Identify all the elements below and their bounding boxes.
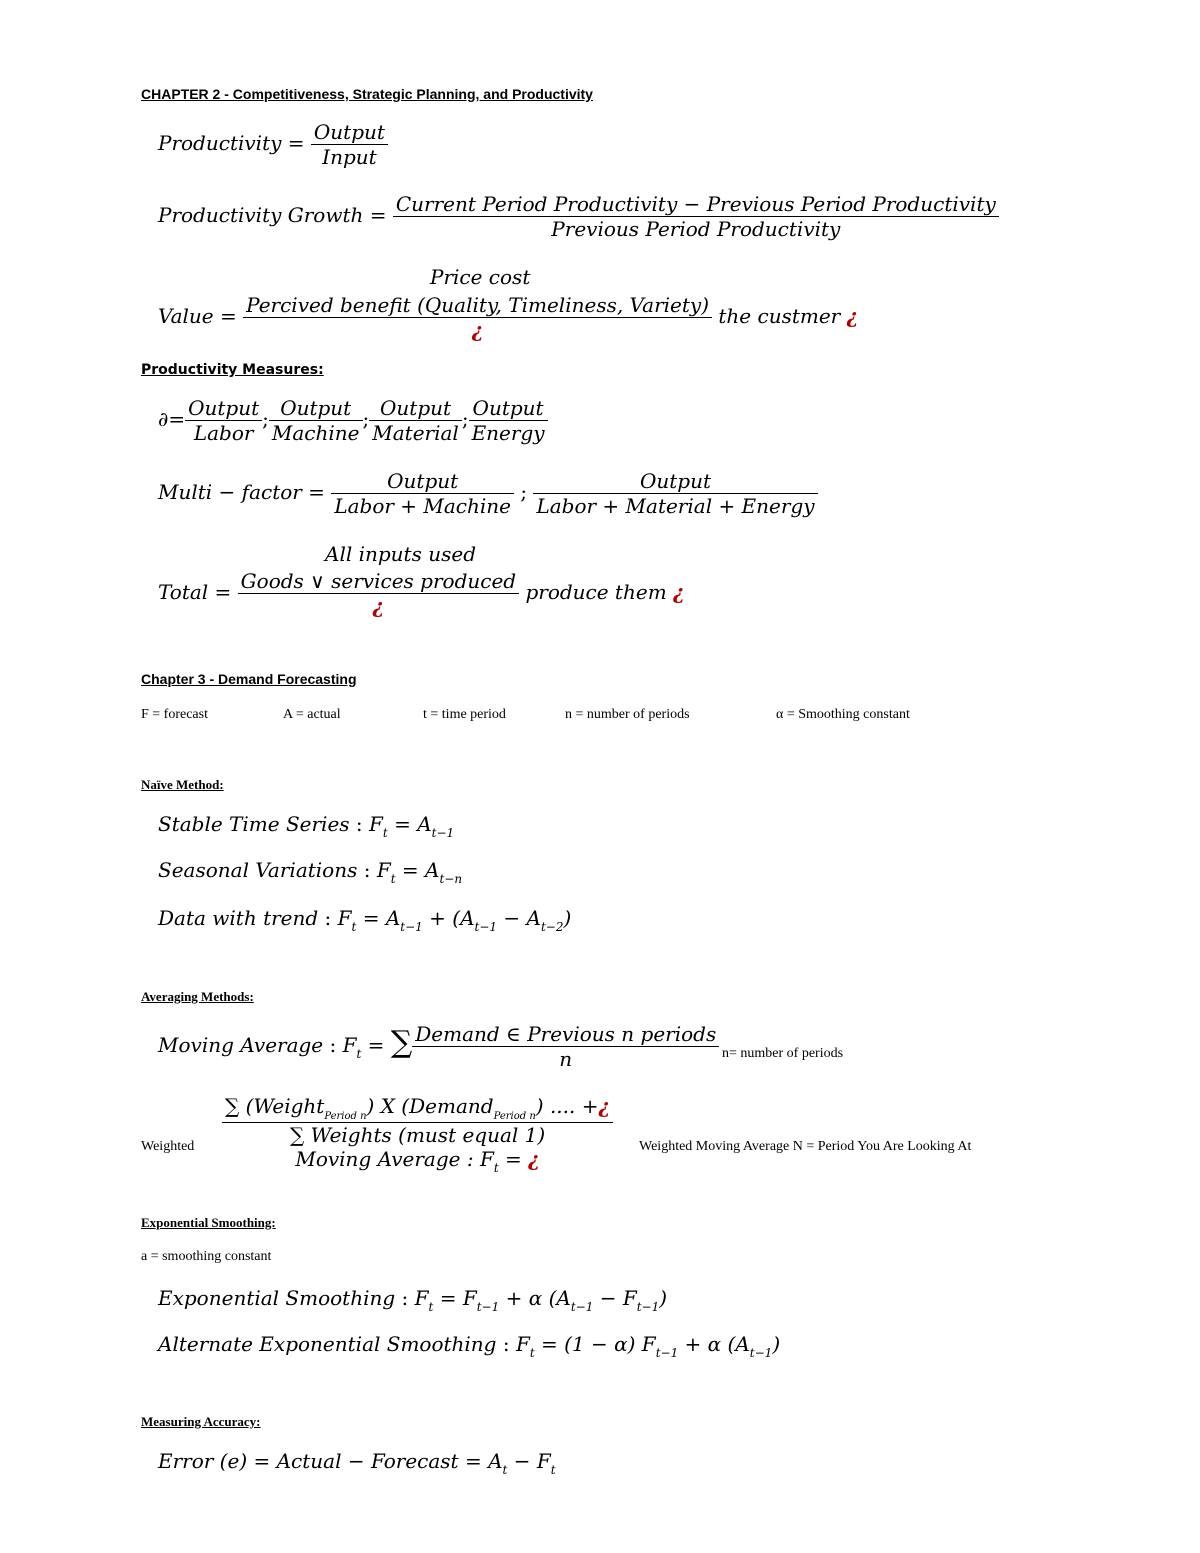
productivity-numerator: Output bbox=[311, 120, 388, 145]
partial-den-3: Material bbox=[372, 421, 459, 445]
naive-stable-formula: Stable Time Series : $F_t = A_{t-1}$ bbox=[158, 812, 455, 840]
naive-trend-label: Data with trend bbox=[158, 906, 319, 930]
total-numerator: Goods ∨ services produced bbox=[238, 569, 519, 594]
weighted-num-sub-2: Period n bbox=[493, 1111, 536, 1122]
moving-average-denominator: n bbox=[559, 1047, 573, 1071]
alternate-exponential-smoothing-formula: Alternate Exponential Smoothing : $F_t = (1 - \alpha) F_{t-1} + \alpha$ $(A_{t-1})$ bbox=[158, 1332, 781, 1360]
error-label: Error (e) = Actual − Forecast bbox=[158, 1449, 459, 1473]
productivity-lhs: Productivity bbox=[158, 131, 282, 155]
total-tail: produce them bbox=[525, 580, 667, 604]
growth-numerator: Current Period Productivity − Previous Period Productivity bbox=[393, 192, 999, 217]
partial-num-3: Output bbox=[369, 396, 462, 421]
partial-den-4: Energy bbox=[471, 421, 545, 445]
exponential-smoothing-formula: Exponential Smoothing : $F_t = F_{t-1} + \alpha$ $(A_{t-1} - F_{t-1})$ bbox=[158, 1286, 668, 1314]
productivity-denominator: Input bbox=[322, 145, 377, 169]
weighted-formula bbox=[222, 1094, 613, 1175]
multifactor-den-1: Labor + Machine bbox=[334, 494, 511, 518]
naive-trend-formula: Data with trend : $F_t = A_{t-1} + (A_{t-1} - A_{t-2})$ bbox=[158, 906, 572, 934]
alt-exp-rhs: $F_t = (1 - \alpha) F_{t-1} + \alpha$ $(A_{t-1})$ bbox=[515, 1332, 781, 1360]
moving-average-numerator: Demand ∈ Previous n periods bbox=[412, 1022, 719, 1047]
productivity-measures-heading: Productivity Measures: bbox=[141, 362, 324, 378]
multifactor-lhs: Multi − factor bbox=[158, 480, 302, 504]
partial-den-2: Machine bbox=[271, 421, 360, 445]
partial-num-1: Output bbox=[185, 396, 262, 421]
multifactor-den-2: Labor + Material + Energy bbox=[536, 494, 815, 518]
multifactor-formula: Multi − factor = $\frac{\text{Output}}{\text{Labor + Machine}}$ ; $\frac{\text{Output}}{\text{Labor + Material + Energy}}$ bbox=[158, 469, 818, 518]
value-formula: Value = $\frac{\text{Percived benefit (Quality, Timeliness, Variety)}}{¿}$ the custmer ¿ bbox=[158, 293, 859, 342]
weighted-numerator bbox=[222, 1094, 613, 1123]
chapter-3-heading: Chapter 3 - Demand Forecasting bbox=[141, 671, 357, 687]
weighted-below-eq: = bbox=[498, 1147, 529, 1171]
weighted-below-mark: ¿ bbox=[528, 1147, 540, 1171]
value-tail: the custmer bbox=[718, 304, 841, 328]
exp-label: Exponential Smoothing bbox=[158, 1286, 396, 1310]
error-formula: Error (e) = Actual − Forecast = $A_t - F_t$ bbox=[158, 1449, 556, 1477]
exponential-smoothing-heading: Exponential Smoothing: bbox=[141, 1215, 276, 1230]
moving-average-note: n= number of periods bbox=[722, 1046, 844, 1061]
value-numerator: Percived benefit (Quality, Timeliness, Variety) bbox=[243, 293, 712, 318]
weighted-num-part-2: ) X (Demand bbox=[366, 1094, 494, 1118]
legend-number-of-periods: n = number of periods bbox=[565, 707, 690, 722]
total-above-text: All inputs used bbox=[325, 542, 476, 566]
weighted-below-text: Moving Average : F bbox=[295, 1147, 494, 1171]
measuring-accuracy-heading: Measuring Accuracy: bbox=[141, 1414, 261, 1429]
growth-denominator: Previous Period Productivity bbox=[551, 217, 841, 241]
weighted-note: Weighted Moving Average N = Period You Are Looking At bbox=[639, 1139, 972, 1154]
legend-smoothing-constant: α = Smoothing constant bbox=[776, 707, 910, 722]
total-denominator-mark: ¿ bbox=[372, 594, 385, 618]
partial-num-4: Output bbox=[469, 396, 548, 421]
multifactor-num-1: Output bbox=[331, 469, 514, 494]
productivity-formula: Productivity = $\frac{\text{Output}}{\text{Input}}$ bbox=[158, 120, 388, 169]
weighted-num-sub-1: Period n bbox=[324, 1111, 367, 1122]
growth-lhs: Productivity Growth bbox=[158, 203, 364, 227]
multifactor-num-2: Output bbox=[533, 469, 817, 494]
naive-stable-label: Stable Time Series bbox=[158, 812, 350, 836]
alt-exp-label: Alternate Exponential Smoothing bbox=[158, 1332, 497, 1356]
exponential-smoothing-note: a = smoothing constant bbox=[141, 1249, 272, 1264]
total-lhs: Total bbox=[158, 580, 209, 604]
weighted-num-mark: ¿ bbox=[598, 1094, 611, 1118]
weighted-label: Weighted bbox=[141, 1139, 195, 1154]
averaging-methods-heading: Averaging Methods: bbox=[141, 989, 254, 1004]
naive-seasonal-rhs: $F_t = A_{t-n}$ bbox=[376, 858, 463, 886]
naive-seasonal-formula: Seasonal Variations : $F_t = A_{t-n}$ bbox=[158, 858, 463, 886]
total-formula: Total = $\frac{\text{Goods ∨ services produced}}{¿}$ produce them ¿ bbox=[158, 569, 685, 618]
value-denominator-mark: ¿ bbox=[471, 318, 484, 342]
weighted-below-sub: t bbox=[493, 1161, 499, 1175]
chapter-2-heading: CHAPTER 2 - Competitiveness, Strategic Planning, and Productivity bbox=[141, 86, 593, 102]
weighted-below bbox=[222, 1147, 613, 1175]
weighted-num-part-3: ) .... + bbox=[535, 1094, 599, 1118]
partial-measures-formula: ∂= $\frac{\text{Output}}{\text{Labor}}$ ; $\frac{\text{Output}}{\text{Machine}}$ ; $\frac{\text{Output}}{\text{Material}}$ ; $\frac{\text{Output}}{\text{Energy}}$ bbox=[158, 396, 548, 445]
exp-rhs: $F_t = F_{t-1} + \alpha$ $(A_{t-1} - F_{t-1})$ bbox=[414, 1286, 668, 1314]
weighted-denominator: ∑ Weights (must equal 1) bbox=[290, 1123, 546, 1147]
legend-forecast: F = forecast bbox=[141, 707, 208, 722]
moving-average-formula: Moving Average : $F_t$ = ∑ $\frac{\text{Demand ∈ Previous n periods}}{n}$ bbox=[158, 1022, 719, 1071]
legend-time-period: t = time period bbox=[423, 707, 506, 722]
naive-trend-rhs: $F_t = A_{t-1} + (A_{t-1} - A_{t-2})$ bbox=[337, 906, 572, 934]
legend-actual: A = actual bbox=[283, 707, 341, 722]
value-tail-mark: ¿ bbox=[846, 304, 859, 328]
naive-seasonal-label: Seasonal Variations bbox=[158, 858, 358, 882]
partial-den-1: Labor bbox=[193, 421, 254, 445]
value-above-text: Price cost bbox=[430, 265, 531, 289]
error-rhs: $A_t - F_t$ bbox=[488, 1449, 556, 1477]
partial-lhs: ∂ bbox=[158, 407, 169, 431]
weighted-num-part-1: ∑ (Weight bbox=[225, 1094, 325, 1118]
productivity-growth-formula: Productivity Growth = $\frac{\text{Current Period Productivity − Previous Period Productivity}}{\text{Previous Period Productivity}}$ bbox=[158, 192, 999, 241]
moving-average-lhs: Moving Average bbox=[158, 1033, 324, 1057]
partial-num-2: Output bbox=[269, 396, 363, 421]
naive-stable-rhs: $F_t = A_{t-1}$ bbox=[369, 812, 455, 840]
value-lhs: Value bbox=[158, 304, 214, 328]
total-tail-mark: ¿ bbox=[673, 580, 685, 604]
naive-method-heading: Naïve Method: bbox=[141, 777, 224, 792]
